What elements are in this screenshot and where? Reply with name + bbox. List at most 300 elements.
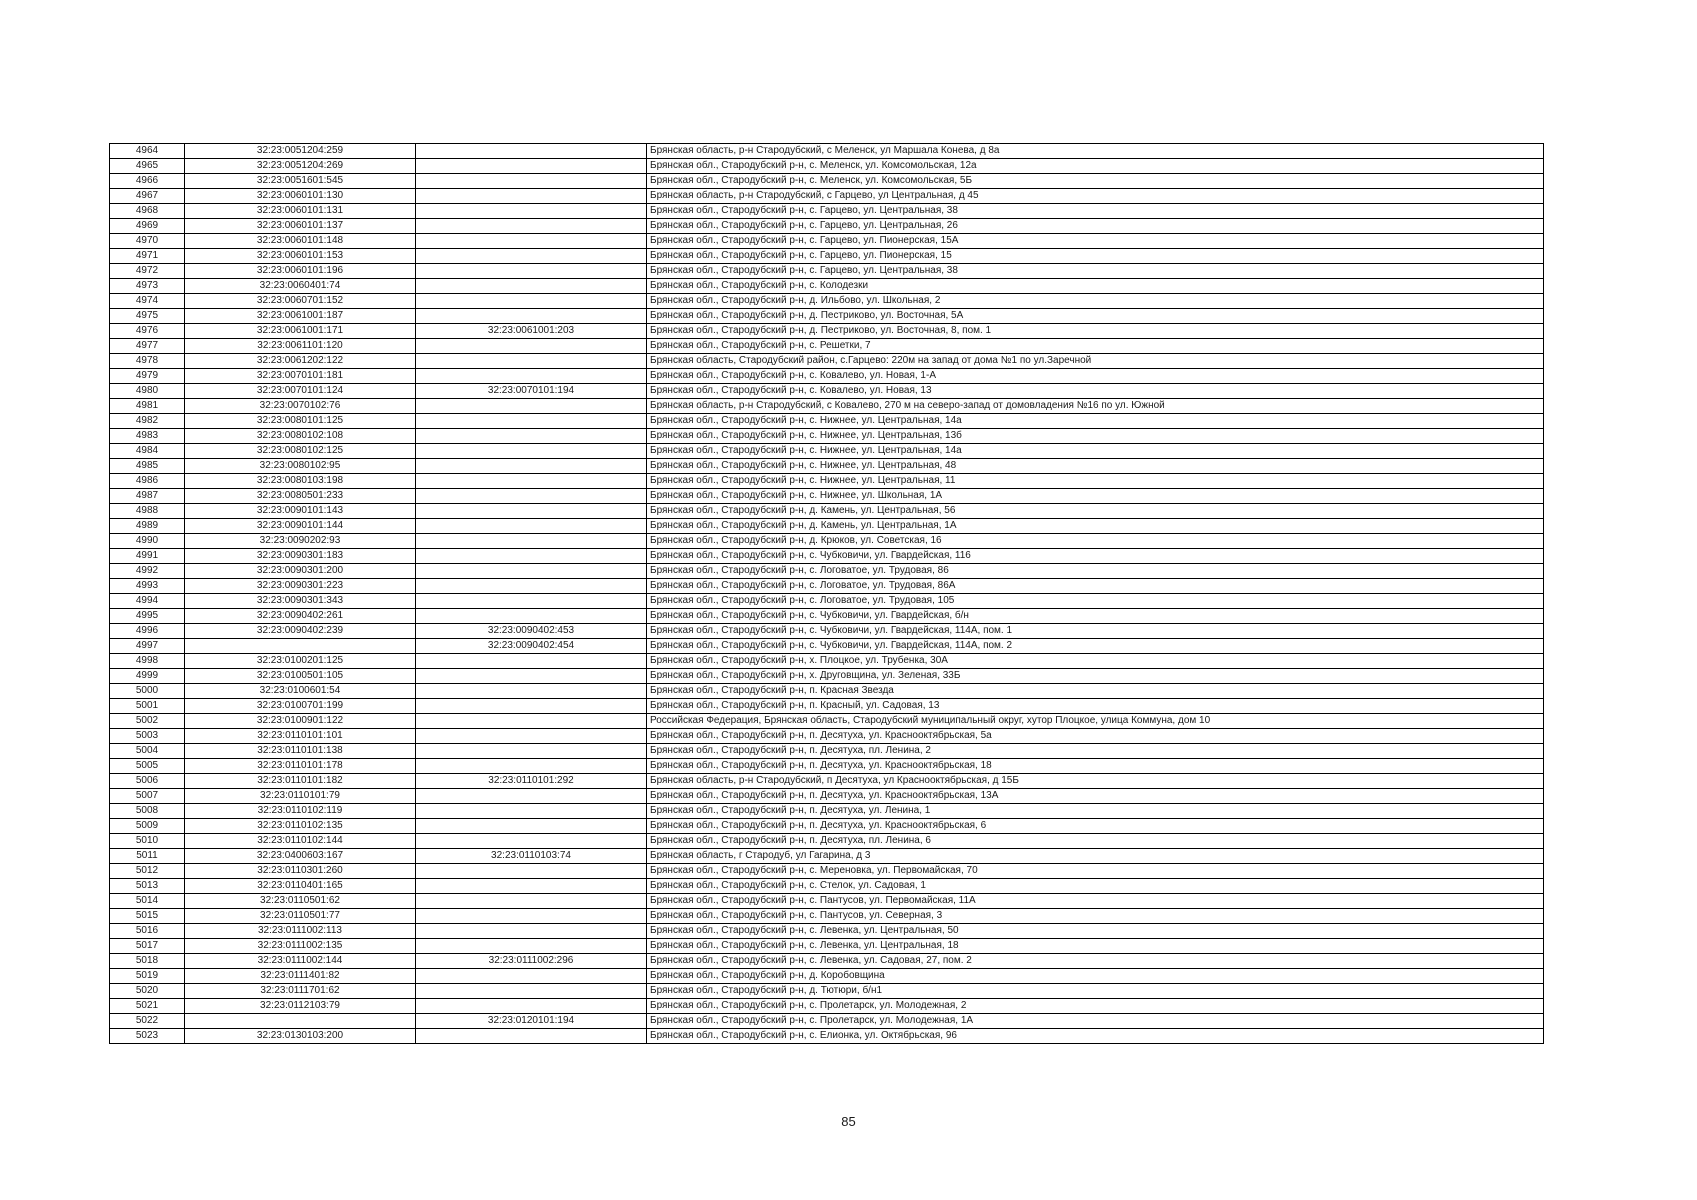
- address-cell: Брянская обл., Стародубский р-н, с. Меленск, ул. Комсомольская, 12а: [647, 159, 1544, 174]
- table-row: [110, 174, 1544, 189]
- row-number-cell: 5016: [110, 924, 185, 939]
- premises-number-cell: [416, 309, 647, 324]
- premises-number-cell: [416, 609, 647, 624]
- table-row: [110, 219, 1544, 234]
- premises-number-cell: [416, 144, 647, 159]
- table-row: [110, 939, 1544, 954]
- address-cell: Брянская область, г Стародуб, ул Гагарина, д 3: [647, 849, 1544, 864]
- address-cell: Брянская обл., Стародубский р-н, п. Десятуха, ул. Краснооктябрьская, 6: [647, 819, 1544, 834]
- cadastral-number-cell: 32:23:0110102:135: [185, 819, 416, 834]
- premises-number-cell: [416, 204, 647, 219]
- cadastral-number-cell: 32:23:0061202:122: [185, 354, 416, 369]
- premises-number-cell: [416, 1029, 647, 1044]
- premises-number-cell: [416, 579, 647, 594]
- premises-number-cell: [416, 414, 647, 429]
- address-cell: Брянская обл., Стародубский р-н, п. Красная Звезда: [647, 684, 1544, 699]
- row-number-cell: 5005: [110, 759, 185, 774]
- address-cell: Брянская обл., Стародубский р-н, с. Логоватое, ул. Трудовая, 105: [647, 594, 1544, 609]
- table-row: [110, 819, 1544, 834]
- table-row: [110, 474, 1544, 489]
- cadastral-number-cell: 32:23:0070101:181: [185, 369, 416, 384]
- address-cell: Брянская обл., Стародубский р-н, п. Десятуха, ул. Ленина, 1: [647, 804, 1544, 819]
- row-number-cell: 5015: [110, 909, 185, 924]
- address-cell: Брянская обл., Стародубский р-н, с. Гарцево, ул. Пионерская, 15А: [647, 234, 1544, 249]
- address-cell: Брянская обл., Стародубский р-н, с. Чубковичи, ул. Гвардейская, 114А, пом. 2: [647, 639, 1544, 654]
- cadastral-number-cell: 32:23:0060101:196: [185, 264, 416, 279]
- premises-number-cell: [416, 339, 647, 354]
- address-cell: Брянская обл., Стародубский р-н, с. Логоватое, ул. Трудовая, 86А: [647, 579, 1544, 594]
- row-number-cell: 5013: [110, 879, 185, 894]
- premises-number-cell: [416, 789, 647, 804]
- row-number-cell: 4991: [110, 549, 185, 564]
- address-cell: Брянская обл., Стародубский р-н, с. Колодезки: [647, 279, 1544, 294]
- premises-number-cell: [416, 684, 647, 699]
- row-number-cell: 4989: [110, 519, 185, 534]
- premises-number-cell: 32:23:0070101:194: [416, 384, 647, 399]
- address-cell: Брянская обл., Стародубский р-н, с. Нижнее, ул. Центральная, 48: [647, 459, 1544, 474]
- row-number-cell: 5012: [110, 864, 185, 879]
- table-row: [110, 774, 1544, 789]
- row-number-cell: 4968: [110, 204, 185, 219]
- premises-number-cell: 32:23:0061001:203: [416, 324, 647, 339]
- premises-number-cell: [416, 294, 647, 309]
- premises-number-cell: [416, 564, 647, 579]
- cadastral-number-cell: 32:23:0111002:144: [185, 954, 416, 969]
- address-cell: Брянская область, р-н Стародубский, с Меленск, ул Маршала Конева, д 8а: [647, 144, 1544, 159]
- table-row: [110, 1029, 1544, 1044]
- address-cell: Брянская обл., Стародубский р-н, с. Нижнее, ул. Центральная, 14а: [647, 414, 1544, 429]
- cadastral-number-cell: 32:23:0100901:122: [185, 714, 416, 729]
- address-cell: Брянская обл., Стародубский р-н, д. Камень, ул. Центральная, 56: [647, 504, 1544, 519]
- row-number-cell: 4994: [110, 594, 185, 609]
- row-number-cell: 4981: [110, 399, 185, 414]
- table-row: [110, 354, 1544, 369]
- premises-number-cell: [416, 834, 647, 849]
- row-number-cell: 5001: [110, 699, 185, 714]
- table-row: [110, 789, 1544, 804]
- table-row: [110, 624, 1544, 639]
- address-cell: Брянская обл., Стародубский р-н, с. Мереновка, ул. Первомайская, 70: [647, 864, 1544, 879]
- premises-number-cell: 32:23:0090402:453: [416, 624, 647, 639]
- premises-number-cell: [416, 594, 647, 609]
- row-number-cell: 4984: [110, 444, 185, 459]
- row-number-cell: 4995: [110, 609, 185, 624]
- cadastral-number-cell: 32:23:0100701:199: [185, 699, 416, 714]
- premises-number-cell: [416, 459, 647, 474]
- row-number-cell: 4990: [110, 534, 185, 549]
- address-cell: Брянская обл., Стародубский р-н, с. Решетки, 7: [647, 339, 1544, 354]
- premises-number-cell: [416, 549, 647, 564]
- table-row: [110, 489, 1544, 504]
- cadastral-number-cell: 32:23:0051204:259: [185, 144, 416, 159]
- premises-number-cell: [416, 894, 647, 909]
- row-number-cell: 4986: [110, 474, 185, 489]
- address-cell: Брянская обл., Стародубский р-н, п. Десятуха, ул. Краснооктябрьская, 18: [647, 759, 1544, 774]
- cadastral-number-cell: 32:23:0400603:167: [185, 849, 416, 864]
- table-row: [110, 264, 1544, 279]
- cadastral-number-cell: 32:23:0110501:62: [185, 894, 416, 909]
- registry-table-body: [110, 144, 1544, 1044]
- cadastral-number-cell: 32:23:0061001:187: [185, 309, 416, 324]
- row-number-cell: 4982: [110, 414, 185, 429]
- page-number: 85: [841, 1114, 856, 1129]
- cadastral-number-cell: 32:23:0090402:261: [185, 609, 416, 624]
- cadastral-number-cell: 32:23:0110101:101: [185, 729, 416, 744]
- row-number-cell: 5011: [110, 849, 185, 864]
- row-number-cell: 5008: [110, 804, 185, 819]
- premises-number-cell: [416, 474, 647, 489]
- table-row: [110, 609, 1544, 624]
- cadastral-number-cell: 32:23:0060101:131: [185, 204, 416, 219]
- cadastral-number-cell: 32:23:0110101:79: [185, 789, 416, 804]
- premises-number-cell: [416, 489, 647, 504]
- row-number-cell: 5014: [110, 894, 185, 909]
- address-cell: Брянская обл., Стародубский р-н, с. Ковалево, ул. Новая, 13: [647, 384, 1544, 399]
- row-number-cell: 5004: [110, 744, 185, 759]
- premises-number-cell: 32:23:0120101:194: [416, 1014, 647, 1029]
- premises-number-cell: [416, 534, 647, 549]
- cadastral-number-cell: 32:23:0080101:125: [185, 414, 416, 429]
- table-row: [110, 309, 1544, 324]
- address-cell: Брянская область, р-н Стародубский, с Гарцево, ул Центральная, д 45: [647, 189, 1544, 204]
- cadastral-number-cell: 32:23:0110102:119: [185, 804, 416, 819]
- row-number-cell: 5003: [110, 729, 185, 744]
- premises-number-cell: [416, 519, 647, 534]
- cadastral-number-cell: 32:23:0060101:137: [185, 219, 416, 234]
- premises-number-cell: [416, 669, 647, 684]
- row-number-cell: 4997: [110, 639, 185, 654]
- table-row: [110, 879, 1544, 894]
- address-cell: Брянская область, р-н Стародубский, п Десятуха, ул Краснооктябрьская, д 15Б: [647, 774, 1544, 789]
- row-number-cell: 4983: [110, 429, 185, 444]
- row-number-cell: 4979: [110, 369, 185, 384]
- premises-number-cell: [416, 699, 647, 714]
- address-cell: Брянская обл., Стародубский р-н, д. Крюков, ул. Советская, 16: [647, 534, 1544, 549]
- row-number-cell: 5022: [110, 1014, 185, 1029]
- table-row: [110, 669, 1544, 684]
- cadastral-number-cell: 32:23:0090301:183: [185, 549, 416, 564]
- premises-number-cell: [416, 279, 647, 294]
- row-number-cell: 4974: [110, 294, 185, 309]
- premises-number-cell: [416, 924, 647, 939]
- premises-number-cell: 32:23:0090402:454: [416, 639, 647, 654]
- cadastral-number-cell: 32:23:0080102:108: [185, 429, 416, 444]
- cadastral-number-cell: 32:23:0051204:269: [185, 159, 416, 174]
- table-row: [110, 564, 1544, 579]
- table-row: [110, 684, 1544, 699]
- row-number-cell: 4977: [110, 339, 185, 354]
- table-row: [110, 384, 1544, 399]
- row-number-cell: 5023: [110, 1029, 185, 1044]
- address-cell: Российская Федерация, Брянская область, Стародубский муниципальный округ, хутор Плоцкое, улица Коммуна, дом 10: [647, 714, 1544, 729]
- address-cell: Брянская обл., Стародубский р-н, с. Нижнее, ул. Центральная, 14а: [647, 444, 1544, 459]
- premises-number-cell: [416, 969, 647, 984]
- row-number-cell: 4976: [110, 324, 185, 339]
- cadastral-number-cell: 32:23:0060101:130: [185, 189, 416, 204]
- cadastral-number-cell: 32:23:0090202:93: [185, 534, 416, 549]
- table-row: [110, 159, 1544, 174]
- row-number-cell: 4987: [110, 489, 185, 504]
- row-number-cell: 5010: [110, 834, 185, 849]
- premises-number-cell: [416, 879, 647, 894]
- row-number-cell: 4964: [110, 144, 185, 159]
- table-row: [110, 234, 1544, 249]
- table-row: [110, 894, 1544, 909]
- row-number-cell: 4993: [110, 579, 185, 594]
- row-number-cell: 4996: [110, 624, 185, 639]
- premises-number-cell: [416, 744, 647, 759]
- table-row: [110, 579, 1544, 594]
- premises-number-cell: 32:23:0110103:74: [416, 849, 647, 864]
- address-cell: Брянская обл., Стародубский р-н, с. Чубковичи, ул. Гвардейская, 114А, пом. 1: [647, 624, 1544, 639]
- address-cell: Брянская обл., Стародубский р-н, с. Нижнее, ул. Центральная, 13б: [647, 429, 1544, 444]
- table-row: [110, 519, 1544, 534]
- address-cell: Брянская обл., Стародубский р-н, с. Елионка, ул. Октябрьская, 96: [647, 1029, 1544, 1044]
- cadastral-number-cell: 32:23:0090301:223: [185, 579, 416, 594]
- address-cell: Брянская область, Стародубский район, с.Гарцево: 220м на запад от дома №1 по ул.Заречной: [647, 354, 1544, 369]
- address-cell: Брянская обл., Стародубский р-н, с. Пантусов, ул. Первомайская, 11А: [647, 894, 1544, 909]
- row-number-cell: 4966: [110, 174, 185, 189]
- table-row: [110, 984, 1544, 999]
- address-cell: Брянская обл., Стародубский р-н, с. Логоватое, ул. Трудовая, 86: [647, 564, 1544, 579]
- cadastral-number-cell: 32:23:0060401:74: [185, 279, 416, 294]
- row-number-cell: 4965: [110, 159, 185, 174]
- cadastral-number-cell: 32:23:0110301:260: [185, 864, 416, 879]
- cadastral-number-cell: 32:23:0112103:79: [185, 999, 416, 1014]
- cadastral-number-cell: 32:23:0100501:105: [185, 669, 416, 684]
- premises-number-cell: [416, 219, 647, 234]
- cadastral-number-cell: 32:23:0111002:113: [185, 924, 416, 939]
- cadastral-number-cell: 32:23:0111002:135: [185, 939, 416, 954]
- table-row: [110, 369, 1544, 384]
- cadastral-number-cell: 32:23:0080102:95: [185, 459, 416, 474]
- table-row: [110, 954, 1544, 969]
- address-cell: Брянская обл., Стародубский р-н, д. Коробовщина: [647, 969, 1544, 984]
- row-number-cell: 5000: [110, 684, 185, 699]
- premises-number-cell: 32:23:0110101:292: [416, 774, 647, 789]
- cadastral-number-cell: 32:23:0051601:545: [185, 174, 416, 189]
- cadastral-number-cell: 32:23:0090301:343: [185, 594, 416, 609]
- row-number-cell: 4999: [110, 669, 185, 684]
- table-row: [110, 399, 1544, 414]
- premises-number-cell: [416, 369, 647, 384]
- row-number-cell: 4998: [110, 654, 185, 669]
- address-cell: Брянская обл., Стародубский р-н, д. Пестриково, ул. Восточная, 5А: [647, 309, 1544, 324]
- address-cell: Брянская обл., Стародубский р-н, с. Пролетарск, ул. Молодежная, 1А: [647, 1014, 1544, 1029]
- cadastral-number-cell: 32:23:0060101:153: [185, 249, 416, 264]
- address-cell: Брянская обл., Стародубский р-н, с. Гарцево, ул. Пионерская, 15: [647, 249, 1544, 264]
- cadastral-number-cell: 32:23:0080501:233: [185, 489, 416, 504]
- premises-number-cell: [416, 234, 647, 249]
- table-row: [110, 549, 1544, 564]
- row-number-cell: 4980: [110, 384, 185, 399]
- table-row: [110, 699, 1544, 714]
- row-number-cell: 4972: [110, 264, 185, 279]
- premises-number-cell: [416, 429, 647, 444]
- row-number-cell: 5019: [110, 969, 185, 984]
- table-row: [110, 714, 1544, 729]
- address-cell: Брянская обл., Стародубский р-н, х. Плоцкое, ул. Трубенка, 30А: [647, 654, 1544, 669]
- address-cell: Брянская обл., Стародубский р-н, с. Левенка, ул. Центральная, 18: [647, 939, 1544, 954]
- cadastral-number-cell: 32:23:0110101:138: [185, 744, 416, 759]
- row-number-cell: 5007: [110, 789, 185, 804]
- premises-number-cell: [416, 264, 647, 279]
- table-row: [110, 459, 1544, 474]
- cadastral-number-cell: 32:23:0110101:182: [185, 774, 416, 789]
- address-cell: Брянская обл., Стародубский р-н, с. Нижнее, ул. Центральная, 11: [647, 474, 1544, 489]
- address-cell: Брянская обл., Стародубский р-н, с. Левенка, ул. Центральная, 50: [647, 924, 1544, 939]
- premises-number-cell: [416, 189, 647, 204]
- row-number-cell: 4971: [110, 249, 185, 264]
- table-row: [110, 1014, 1544, 1029]
- table-row: [110, 324, 1544, 339]
- cadastral-number-cell: 32:23:0110101:178: [185, 759, 416, 774]
- premises-number-cell: [416, 939, 647, 954]
- address-cell: Брянская обл., Стародубский р-н, с. Пролетарск, ул. Молодежная, 2: [647, 999, 1544, 1014]
- table-row: [110, 744, 1544, 759]
- address-cell: Брянская обл., Стародубский р-н, д. Камень, ул. Центральная, 1А: [647, 519, 1544, 534]
- premises-number-cell: [416, 399, 647, 414]
- row-number-cell: 4969: [110, 219, 185, 234]
- table-row: [110, 429, 1544, 444]
- address-cell: Брянская обл., Стародубский р-н, п. Десятуха, ул. Краснооктябрьская, 5а: [647, 729, 1544, 744]
- row-number-cell: 4985: [110, 459, 185, 474]
- premises-number-cell: [416, 864, 647, 879]
- table-row: [110, 909, 1544, 924]
- registry-table: [109, 143, 1544, 1044]
- table-row: [110, 279, 1544, 294]
- row-number-cell: 4975: [110, 309, 185, 324]
- premises-number-cell: [416, 984, 647, 999]
- table-row: [110, 339, 1544, 354]
- row-number-cell: 4992: [110, 564, 185, 579]
- address-cell: Брянская обл., Стародубский р-н, с. Гарцево, ул. Центральная, 26: [647, 219, 1544, 234]
- cadastral-number-cell: 32:23:0111401:82: [185, 969, 416, 984]
- row-number-cell: 5017: [110, 939, 185, 954]
- cadastral-number-cell: 32:23:0080102:125: [185, 444, 416, 459]
- premises-number-cell: [416, 249, 647, 264]
- premises-number-cell: [416, 714, 647, 729]
- table-row: [110, 969, 1544, 984]
- row-number-cell: 5020: [110, 984, 185, 999]
- table-row: [110, 594, 1544, 609]
- cadastral-number-cell: 32:23:0100201:125: [185, 654, 416, 669]
- cadastral-number-cell: 32:23:0061101:120: [185, 339, 416, 354]
- address-cell: Брянская обл., Стародубский р-н, п. Десятуха, ул. Краснооктябрьская, 13А: [647, 789, 1544, 804]
- row-number-cell: 5006: [110, 774, 185, 789]
- table-row: [110, 759, 1544, 774]
- premises-number-cell: [416, 654, 647, 669]
- address-cell: Брянская обл., Стародубский р-н, с. Стелок, ул. Садовая, 1: [647, 879, 1544, 894]
- table-row: [110, 204, 1544, 219]
- address-cell: Брянская обл., Стародубский р-н, с. Ковалево, ул. Новая, 1-А: [647, 369, 1544, 384]
- row-number-cell: 4973: [110, 279, 185, 294]
- premises-number-cell: [416, 759, 647, 774]
- table-row: [110, 249, 1544, 264]
- premises-number-cell: [416, 444, 647, 459]
- address-cell: Брянская обл., Стародубский р-н, п. Десятуха, пл. Ленина, 6: [647, 834, 1544, 849]
- row-number-cell: 4970: [110, 234, 185, 249]
- address-cell: Брянская обл., Стародубский р-н, с. Меленск, ул. Комсомольская, 5Б: [647, 174, 1544, 189]
- address-cell: Брянская обл., Стародубский р-н, с. Нижнее, ул. Школьная, 1А: [647, 489, 1544, 504]
- cadastral-number-cell: 32:23:0060101:148: [185, 234, 416, 249]
- table-row: [110, 639, 1544, 654]
- address-cell: Брянская обл., Стародубский р-н, х. Друговщина, ул. Зеленая, 33Б: [647, 669, 1544, 684]
- row-number-cell: 5018: [110, 954, 185, 969]
- row-number-cell: 4967: [110, 189, 185, 204]
- table-row: [110, 294, 1544, 309]
- cadastral-number-cell: 32:23:0090101:144: [185, 519, 416, 534]
- cadastral-number-cell: 32:23:0080103:198: [185, 474, 416, 489]
- cadastral-number-cell: 32:23:0070102:76: [185, 399, 416, 414]
- cadastral-number-cell: 32:23:0061001:171: [185, 324, 416, 339]
- table-row: [110, 654, 1544, 669]
- cadastral-number-cell: 32:23:0110102:144: [185, 834, 416, 849]
- address-cell: Брянская область, р-н Стародубский, с Ковалево, 270 м на северо-запад от домовладения №16 по ул. Южной: [647, 399, 1544, 414]
- cadastral-number-cell: 32:23:0110501:77: [185, 909, 416, 924]
- table-row: [110, 729, 1544, 744]
- table-row: [110, 534, 1544, 549]
- cadastral-number-cell: 32:23:0130103:200: [185, 1029, 416, 1044]
- address-cell: Брянская обл., Стародубский р-н, с. Гарцево, ул. Центральная, 38: [647, 264, 1544, 279]
- premises-number-cell: [416, 174, 647, 189]
- table-row: [110, 144, 1544, 159]
- table-row: [110, 924, 1544, 939]
- table-row: [110, 834, 1544, 849]
- table-row: [110, 444, 1544, 459]
- premises-number-cell: [416, 729, 647, 744]
- address-cell: Брянская обл., Стародубский р-н, п. Красный, ул. Садовая, 13: [647, 699, 1544, 714]
- address-cell: Брянская обл., Стародубский р-н, с. Чубковичи, ул. Гвардейская, б/н: [647, 609, 1544, 624]
- table-row: [110, 414, 1544, 429]
- table-row: [110, 849, 1544, 864]
- cadastral-number-cell: 32:23:0110401:165: [185, 879, 416, 894]
- table-row: [110, 864, 1544, 879]
- premises-number-cell: 32:23:0111002:296: [416, 954, 647, 969]
- cadastral-number-cell: [185, 1014, 416, 1029]
- premises-number-cell: [416, 354, 647, 369]
- row-number-cell: 4978: [110, 354, 185, 369]
- address-cell: Брянская обл., Стародубский р-н, с. Пантусов, ул. Северная, 3: [647, 909, 1544, 924]
- premises-number-cell: [416, 909, 647, 924]
- premises-number-cell: [416, 504, 647, 519]
- row-number-cell: 5021: [110, 999, 185, 1014]
- row-number-cell: 5009: [110, 819, 185, 834]
- address-cell: Брянская обл., Стародубский р-н, с. Гарцево, ул. Центральная, 38: [647, 204, 1544, 219]
- cadastral-number-cell: 32:23:0070101:124: [185, 384, 416, 399]
- premises-number-cell: [416, 804, 647, 819]
- address-cell: Брянская обл., Стародубский р-н, д. Тютюри, б/н1: [647, 984, 1544, 999]
- row-number-cell: 4988: [110, 504, 185, 519]
- cadastral-number-cell: 32:23:0090301:200: [185, 564, 416, 579]
- premises-number-cell: [416, 999, 647, 1014]
- address-cell: Брянская обл., Стародубский р-н, с. Чубковичи, ул. Гвардейская, 116: [647, 549, 1544, 564]
- cadastral-number-cell: 32:23:0090101:143: [185, 504, 416, 519]
- row-number-cell: 5002: [110, 714, 185, 729]
- table-row: [110, 504, 1544, 519]
- table-row: [110, 999, 1544, 1014]
- cadastral-number-cell: 32:23:0090402:239: [185, 624, 416, 639]
- table-row: [110, 804, 1544, 819]
- table-row: [110, 189, 1544, 204]
- cadastral-number-cell: 32:23:0111701:62: [185, 984, 416, 999]
- cadastral-number-cell: 32:23:0100601:54: [185, 684, 416, 699]
- cadastral-number-cell: 32:23:0060701:152: [185, 294, 416, 309]
- address-cell: Брянская обл., Стародубский р-н, с. Левенка, ул. Садовая, 27, пом. 2: [647, 954, 1544, 969]
- address-cell: Брянская обл., Стародубский р-н, д. Ильбово, ул. Школьная, 2: [647, 294, 1544, 309]
- address-cell: Брянская обл., Стародубский р-н, д. Пестриково, ул. Восточная, 8, пом. 1: [647, 324, 1544, 339]
- premises-number-cell: [416, 819, 647, 834]
